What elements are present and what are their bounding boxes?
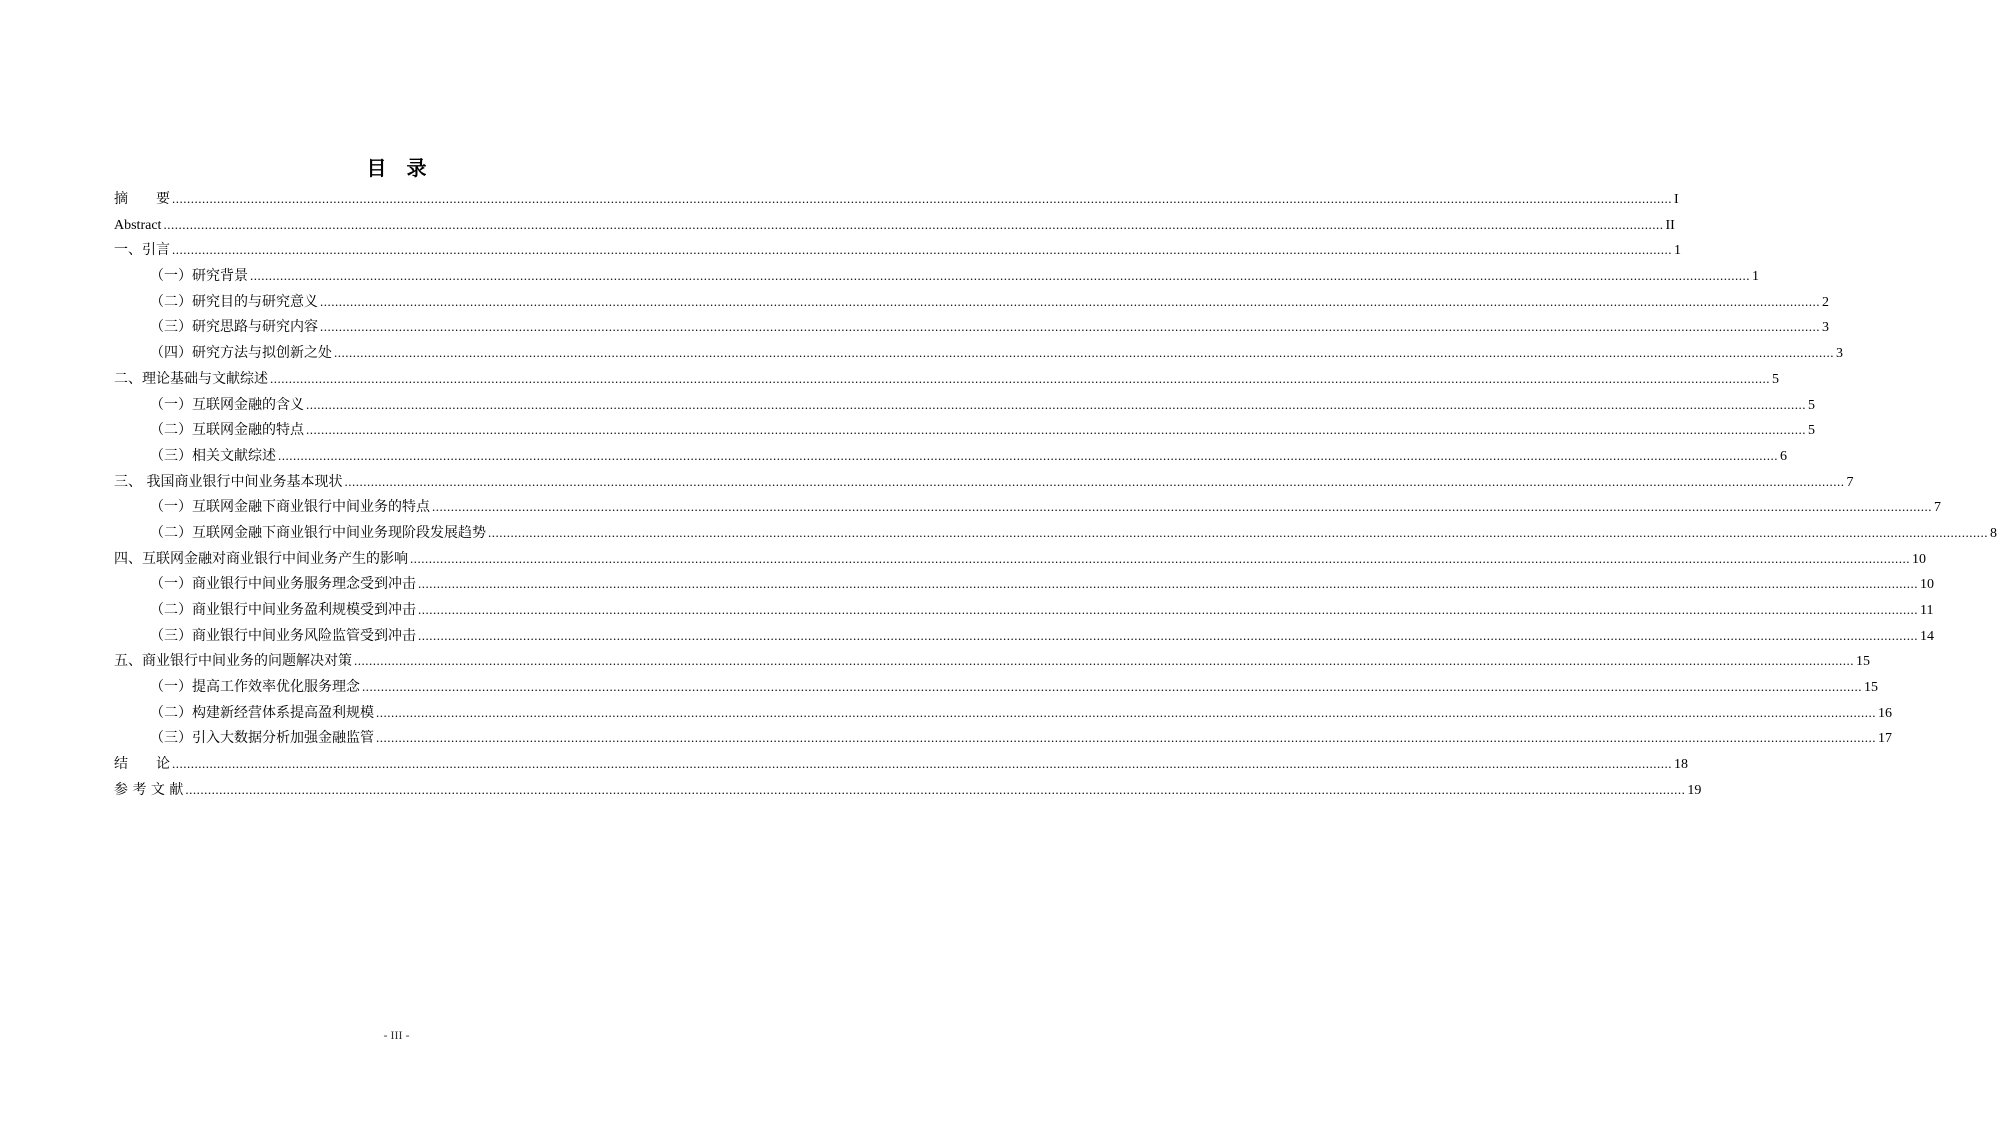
toc-entry-page-number: 11 <box>1920 603 1934 618</box>
toc-entry-page-number: 5 <box>1808 397 1815 413</box>
toc-entry[interactable] <box>114 212 1675 238</box>
toc-entry-label: 四、互联网金融对商业银行中间业务产生的影响 <box>114 550 408 567</box>
dot-leader: ................................................................................................................................................................................................................................................................................................................................................................................................................ <box>488 524 1988 540</box>
toc-entry-page-number: 18 <box>1674 757 1688 773</box>
toc-entry[interactable] <box>114 700 1892 726</box>
dot-leader: ................................................................................................................................................................................................................................................................................................................................................................................................................ <box>172 756 1672 772</box>
toc-entry-label: （三）相关文献综述 <box>150 447 276 464</box>
toc-entry-page-number: 3 <box>1822 320 1829 336</box>
toc-entry[interactable] <box>114 392 1815 418</box>
dot-leader: ................................................................................................................................................................................................................................................................................................................................................................................................................ <box>334 345 1834 361</box>
toc-entry-label: （一）提高工作效率优化服务理念 <box>150 679 360 696</box>
table-of-contents <box>114 186 1997 803</box>
toc-entry[interactable] <box>114 237 1681 263</box>
toc-entry[interactable] <box>114 366 1779 392</box>
toc-entry-page-number: 16 <box>1878 705 1892 721</box>
toc-entry-page-number: 3 <box>1836 346 1843 362</box>
page-number-footer: - III - <box>383 1028 410 1042</box>
toc-entry[interactable] <box>114 443 1787 469</box>
toc-entry-label: 五、商业银行中间业务的问题解决对策 <box>114 653 352 670</box>
dot-leader: ................................................................................................................................................................................................................................................................................................................................................................................................................ <box>163 216 1664 232</box>
dot-leader: ................................................................................................................................................................................................................................................................................................................................................................................................................ <box>172 242 1672 258</box>
dot-leader: ................................................................................................................................................................................................................................................................................................................................................................................................................ <box>418 627 1918 643</box>
toc-entry-page-number: 5 <box>1808 423 1815 439</box>
dot-leader: ................................................................................................................................................................................................................................................................................................................................................................................................................ <box>306 422 1806 438</box>
toc-entry[interactable] <box>114 571 1934 597</box>
toc-entry-page-number: 7 <box>1846 474 1854 490</box>
toc-entry-page-number: 7 <box>1934 500 1941 516</box>
toc-entry-label: （二）互联网金融下商业银行中间业务现阶段发展趋势 <box>150 524 486 541</box>
toc-entry[interactable] <box>114 314 1829 340</box>
toc-entry-page-number: 2 <box>1822 294 1829 310</box>
toc-entry[interactable] <box>114 186 1679 212</box>
toc-entry[interactable] <box>114 777 1702 803</box>
dot-leader: ................................................................................................................................................................................................................................................................................................................................................................................................................ <box>185 781 1686 797</box>
dot-leader: ................................................................................................................................................................................................................................................................................................................................................................................................................ <box>376 730 1876 746</box>
dot-leader: ................................................................................................................................................................................................................................................................................................................................................................................................................ <box>270 370 1770 386</box>
toc-entry-label: 一、引言 <box>114 242 170 259</box>
dot-leader: ................................................................................................................................................................................................................................................................................................................................................................................................................ <box>376 704 1876 720</box>
dot-leader: ................................................................................................................................................................................................................................................................................................................................................................................................................ <box>432 499 1932 515</box>
toc-entry-page-number: 15 <box>1864 680 1878 696</box>
toc-entry[interactable] <box>114 725 1892 751</box>
dot-leader: ................................................................................................................................................................................................................................................................................................................................................................................................................ <box>278 447 1778 463</box>
toc-entry-label: 摘 要 <box>114 191 170 207</box>
toc-entry[interactable] <box>114 623 1934 649</box>
toc-entry[interactable] <box>114 494 1941 520</box>
toc-entry-label: 结 论 <box>114 756 170 773</box>
toc-entry-label: （一）商业银行中间业务服务理念受到冲击 <box>150 576 416 593</box>
dot-leader: ................................................................................................................................................................................................................................................................................................................................................................................................................ <box>354 653 1854 669</box>
toc-entry-page-number: 1 <box>1674 243 1681 259</box>
toc-entry-label: 参 考 文 献 <box>114 781 184 798</box>
toc-entry-label: （三）商业银行中间业务风险监管受到冲击 <box>150 627 416 644</box>
toc-entry[interactable] <box>114 520 1997 546</box>
dot-leader: ................................................................................................................................................................................................................................................................................................................................................................................................................ <box>320 319 1820 335</box>
toc-entry-page-number: 14 <box>1920 628 1934 644</box>
toc-entry-page-number: 10 <box>1912 551 1926 567</box>
toc-entry-label: （二）互联网金融的特点 <box>150 422 304 439</box>
toc-entry-label: （四）研究方法与拟创新之处 <box>150 345 332 362</box>
toc-entry[interactable] <box>114 674 1878 700</box>
dot-leader: ................................................................................................................................................................................................................................................................................................................................................................................................................ <box>250 268 1750 284</box>
toc-entry-page-number: 17 <box>1878 731 1892 747</box>
toc-entry[interactable] <box>114 648 1870 674</box>
toc-entry-page-number: 1 <box>1752 269 1759 285</box>
toc-entry-page-number: 8 <box>1990 525 1997 541</box>
dot-leader: ................................................................................................................................................................................................................................................................................................................................................................................................................ <box>410 550 1910 566</box>
toc-entry-label: Abstract <box>114 217 162 233</box>
toc-entry-page-number: 5 <box>1772 371 1779 387</box>
toc-entry-label: （三）研究思路与研究内容 <box>150 319 318 336</box>
toc-entry[interactable] <box>114 546 1926 572</box>
page-title: 目 录 <box>366 156 427 180</box>
toc-entry[interactable] <box>114 417 1815 443</box>
toc-entry-label: （一）互联网金融的含义 <box>150 396 304 413</box>
toc-entry-label: 三、 我国商业银行中间业务基本现状 <box>114 473 343 490</box>
toc-entry-page-number: 19 <box>1687 782 1702 798</box>
toc-entry-label: （一）研究背景 <box>150 268 248 285</box>
toc-entry-label: （一）互联网金融下商业银行中间业务的特点 <box>150 499 430 516</box>
toc-entry[interactable] <box>114 340 1843 366</box>
toc-entry-page-number: 15 <box>1856 654 1870 670</box>
toc-entry-label: （二）商业银行中间业务盈利规模受到冲击 <box>150 602 416 618</box>
toc-entry-page-number: I <box>1674 192 1679 207</box>
toc-entry[interactable] <box>114 469 1854 495</box>
toc-entry-label: （二）研究目的与研究意义 <box>150 293 318 310</box>
toc-entry-page-number: 6 <box>1780 448 1787 464</box>
toc-entry[interactable] <box>114 751 1688 777</box>
dot-leader: ................................................................................................................................................................................................................................................................................................................................................................................................................ <box>172 191 1672 206</box>
dot-leader: ................................................................................................................................................................................................................................................................................................................................................................................................................ <box>418 576 1918 592</box>
toc-entry[interactable] <box>114 597 1934 623</box>
toc-entry[interactable] <box>114 263 1759 289</box>
toc-entry-page-number: II <box>1665 217 1675 233</box>
dot-leader: ................................................................................................................................................................................................................................................................................................................................................................................................................ <box>418 602 1918 617</box>
dot-leader: ................................................................................................................................................................................................................................................................................................................................................................................................................ <box>344 473 1845 489</box>
dot-leader: ................................................................................................................................................................................................................................................................................................................................................................................................................ <box>320 293 1820 309</box>
toc-entry-label: （三）引入大数据分析加强金融监管 <box>150 730 374 747</box>
toc-entry-label: 二、理论基础与文献综述 <box>114 370 268 387</box>
toc-entry-label: （二）构建新经营体系提高盈利规模 <box>150 704 374 721</box>
toc-entry[interactable] <box>114 289 1829 315</box>
dot-leader: ................................................................................................................................................................................................................................................................................................................................................................................................................ <box>306 396 1806 412</box>
toc-entry-page-number: 10 <box>1920 577 1934 593</box>
dot-leader: ................................................................................................................................................................................................................................................................................................................................................................................................................ <box>362 679 1862 695</box>
